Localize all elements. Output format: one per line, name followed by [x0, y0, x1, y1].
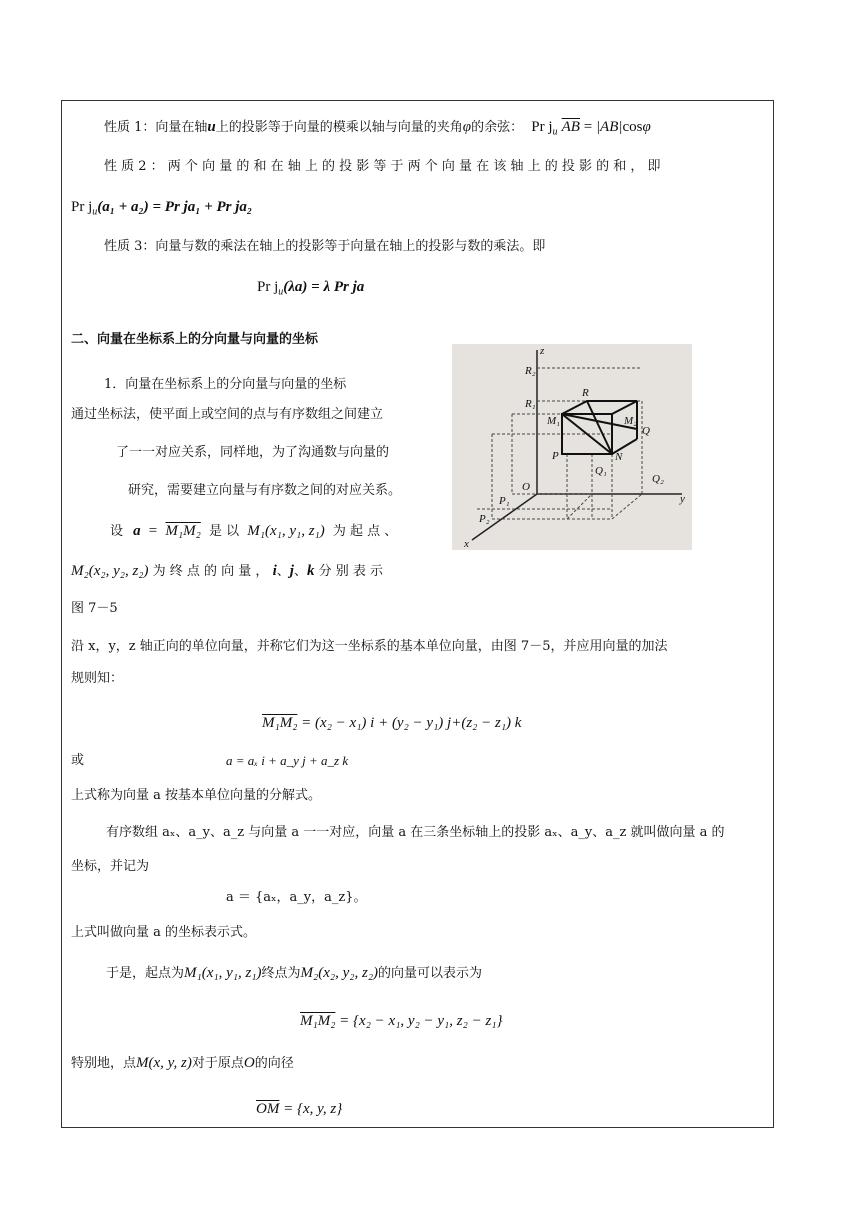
svg-text:P: P [552, 450, 559, 462]
proj-subscript: u [552, 126, 558, 138]
origin-o: O [243, 1055, 255, 1071]
text-she: 设 [110, 524, 124, 539]
sep: 、 [276, 564, 290, 579]
unit-j: j [289, 563, 294, 579]
equation-3: a ＝ {aₓ，a_y，a_z}。 [226, 890, 367, 905]
vector-a: a [133, 523, 141, 539]
svg-text:Q₂: Q₂ [652, 473, 664, 485]
text-zhongdian: 为 终 点 的 向 量 ， [152, 564, 269, 579]
section-heading: 二、向量在坐标系上的分向量与向量的坐标 [71, 332, 319, 347]
eq1-lhs: M₁M₂ [262, 715, 298, 731]
svg-text:M₂: M₂ [624, 415, 637, 427]
svg-text:O: O [522, 481, 530, 493]
para-line-7: 规则知： [71, 671, 124, 686]
equation-4 [300, 1012, 503, 1031]
cos-text: cos [622, 119, 643, 135]
phi-symbol: φ [462, 119, 472, 135]
text-qidian: 为 起 点 、 [332, 524, 398, 539]
proj-operator: Pr j [71, 199, 93, 215]
proj-operator: Pr j [531, 119, 553, 135]
svg-text:R₂: R₂ [525, 365, 536, 377]
equation-1 [262, 714, 521, 733]
text-zhongdianwei: 终点为 [261, 966, 301, 981]
para-line-4 [110, 522, 397, 541]
point-m2: M₂(x₂, y₂, z₂) [71, 563, 149, 579]
svg-text:y: y [680, 493, 685, 505]
sep: 、 [293, 564, 307, 579]
svg-text:x: x [464, 538, 469, 550]
property1-line [104, 118, 651, 142]
property2-formula [71, 198, 252, 222]
svg-text:M₁: M₁ [547, 415, 560, 427]
para-line-8: 上式称为向量 a 按基本单位向量的分解式。 [71, 788, 322, 803]
eq5-rhs: = {x, y, z} [279, 1101, 343, 1117]
eq1-rhs: = (x₂ − x₁) i + (y₂ − y₁) j+(z₂ − z₁) k [297, 715, 522, 731]
or-label: 或 [71, 753, 85, 768]
svg-text:Q: Q [642, 425, 650, 437]
proj-operator: Pr j [257, 279, 279, 295]
text-xiangliang: 的向量可以表示为 [378, 966, 483, 981]
property3-rest: (λa) = λ Pr ja [283, 279, 365, 295]
proj-subscript: u [278, 286, 284, 298]
svg-text:R₁: R₁ [525, 398, 536, 410]
para-line-13 [71, 1054, 294, 1073]
para-line-11: 上式叫做向量 a 的坐标表示式。 [71, 925, 257, 940]
text-qidianwei: 于是，起点为 [106, 966, 185, 981]
eq4-rhs: = {x₂ − x₁, y₂ − y₁, z₂ − z₁} [335, 1013, 503, 1029]
proj-subscript: u [92, 206, 98, 218]
text-xiangjing: 的向径 [254, 1056, 294, 1071]
para-line-2: 了一一对应关系，同样地，为了沟通数与向量的 [116, 445, 390, 460]
text-fenbie: 分 别 表 示 [318, 564, 383, 579]
para-line-12 [106, 964, 482, 983]
property3-line: 性质 3：向量与数的乘法在轴上的投影等于向量在轴上的投影与数的乘法。即 [104, 239, 546, 254]
subsection-title: 1．向量在坐标系上的分向量与向量的坐标 [104, 377, 347, 392]
para-line-6: 沿 x，y，z 轴正向的单位向量，并称它们为这一坐标系的基本单位向量，由图 7－5，并应用向量的加法 [71, 639, 668, 654]
svg-text:P₁: P₁ [499, 495, 510, 507]
para-line-3: 研究，需要建立向量与有序数之间的对应关系。 [128, 483, 402, 498]
para-line-1: 通过坐标法，使平面上或空间的点与有序数组之间建立 [71, 407, 384, 422]
property1-text2: 上的投影等于向量的模乘以轴与向量的夹角 [215, 120, 463, 135]
para-line-9: 有序数组 aₓ、a_y、a_z 与向量 a 一一对应，向量 a 在三条坐标轴上的投影 aₓ、a_y、a_z 就叫做向量 a 的 [106, 825, 725, 840]
property1-text3: 的余弦： [471, 120, 524, 135]
equals: = [148, 523, 158, 539]
axis-u: u [207, 119, 216, 135]
property2-args: (a₁ + a₂) = Pr ja₁ + Pr ja₂ [97, 199, 253, 215]
point-m1: M₁(x₁, y₁, z₁) [247, 523, 325, 539]
figure-caption: 图 7－5 [71, 601, 118, 616]
equation-2: a = aₓ i + a_y j + a_z k [226, 753, 349, 768]
point-m: M(x, y, z) [136, 1055, 192, 1071]
unit-i: i [272, 563, 277, 579]
property3-formula [257, 278, 364, 302]
equals: = [579, 119, 596, 135]
svg-text:z: z [540, 345, 545, 357]
eq5-lhs: $\overline{OM}$ [256, 1101, 280, 1117]
text-shiyi: 是 以 [208, 524, 240, 539]
svg-text:R: R [582, 387, 589, 399]
text-tebie: 特别地，点 [71, 1056, 137, 1071]
equation-5 [256, 1100, 342, 1119]
coordinate-figure [452, 344, 692, 550]
vector-ab: $\overline{AB}$ [561, 119, 580, 135]
text-duiyu: 对于原点 [191, 1056, 244, 1071]
vector-ab-norm: |AB| [595, 119, 623, 135]
property1-text: 性质 1：向量在轴 [104, 120, 208, 135]
phi-symbol-2: φ [642, 119, 651, 135]
svg-text:P₂: P₂ [479, 513, 490, 525]
vector-m1m2: M₁M₂ [165, 523, 201, 539]
property2-line: 性 质 2 ： 两 个 向 量 的 和 在 轴 上 的 投 影 等 于 两 个 向 量 在 该 轴 上 的 投 影 的 和 ， 即 [104, 159, 661, 174]
para-line-10: 坐标，并记为 [71, 859, 150, 874]
svg-text:Q₁: Q₁ [595, 465, 607, 477]
svg-text:N: N [615, 451, 623, 463]
unit-k: k [306, 563, 315, 579]
point-m1: M₁(x₁, y₁, z₁) [184, 965, 262, 981]
para-line-5 [71, 562, 383, 581]
point-m2: M₂(x₂, y₂, z₂) [300, 965, 379, 981]
figure-7-5 [452, 344, 692, 550]
eq4-lhs: M₁M₂ [300, 1013, 336, 1029]
